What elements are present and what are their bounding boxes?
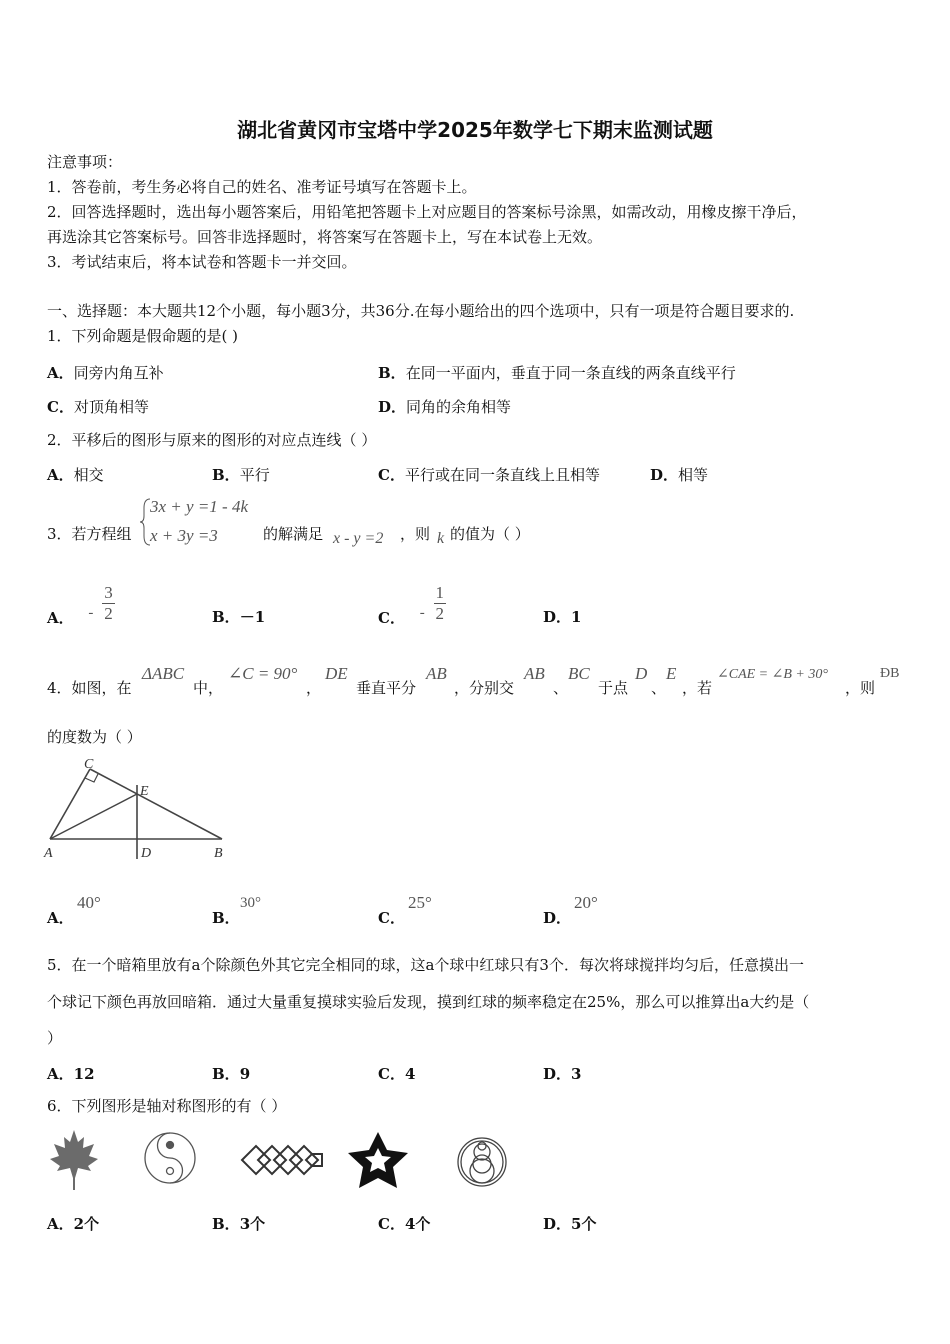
option-label: C． [378, 1215, 405, 1233]
q3-option-c [378, 583, 446, 628]
option-label: C． [378, 909, 405, 927]
option-sign: - [419, 605, 425, 621]
option-text: 4 [404, 1065, 416, 1083]
q4-option-c-value: 25° [408, 893, 432, 912]
q3-eq1: 3x + y =1 - 4k [150, 497, 248, 516]
q4-ab2: AB [524, 664, 545, 683]
q2-option-c [378, 464, 600, 485]
option-text: 4个 [404, 1215, 431, 1233]
q4-p6: 、 [553, 679, 569, 697]
q4-p10: ，则 [845, 679, 876, 697]
q2-stem: 2．平移后的图形与原来的图形的对应点连线（ ） [47, 431, 377, 449]
option-text: 平行 [239, 466, 270, 484]
q4-triangle: ΔABC [142, 664, 185, 683]
q6-option-d [543, 1213, 596, 1234]
q1-stem: 1．下列命题是假命题的是( ) [47, 327, 239, 345]
q2-option-d [650, 464, 708, 485]
q4-condition: ∠CAE = ∠B + 30° [717, 667, 828, 682]
q4-p9: ，若 [682, 679, 713, 697]
option-text: 平行或在同一条直线上且相等 [404, 466, 600, 484]
option-label: B． [212, 608, 240, 626]
q3-suffix: 的值为（ ） [450, 525, 530, 543]
option-label: A． [47, 1215, 74, 1233]
label-e: E [140, 784, 149, 799]
star-flower-icon [348, 1132, 408, 1188]
q6-figures [42, 1126, 510, 1194]
q4-option-a-value: 40° [77, 893, 101, 912]
option-label: B． [212, 1215, 240, 1233]
q3-mid: 的解满足 [263, 525, 324, 543]
label-b: B [214, 846, 223, 861]
maple-leaf-icon [50, 1130, 98, 1190]
q4-bc: BC [568, 664, 590, 683]
fraction-numerator: 3 [104, 583, 113, 602]
q1-option-c [47, 396, 149, 417]
q4-ab: AB [426, 664, 447, 683]
q1-option-b [378, 362, 736, 383]
option-label: B． [378, 364, 406, 382]
q5-option-d [543, 1063, 581, 1084]
q5-option-a [47, 1063, 95, 1084]
option-text: 2个 [73, 1215, 100, 1233]
option-fraction [102, 583, 115, 624]
q3-mid2: ，则 [400, 525, 431, 543]
option-label: D． [543, 1065, 572, 1083]
option-label: B． [212, 466, 240, 484]
q4-figure [40, 755, 240, 863]
q4-option-d-value: 20° [574, 893, 598, 912]
option-label: C． [378, 609, 405, 627]
option-text: 1 [571, 608, 582, 626]
q1-option-a [47, 362, 164, 383]
q3-option-b [212, 606, 265, 627]
q4-p5: ，分别交 [454, 679, 515, 697]
notice-item: 3．考试结束后，将本试卷和答题卡一并交回。 [47, 253, 357, 271]
option-label: C． [47, 398, 74, 416]
q4-d: D [635, 664, 648, 683]
q4-p2: 中， [193, 679, 224, 697]
q3-prefix: 3．若方程组 [47, 525, 132, 543]
label-d: D [141, 846, 152, 861]
option-text: 同角的余角相等 [406, 398, 512, 416]
option-label: A． [47, 609, 74, 627]
option-label: D． [650, 466, 679, 484]
q5-option-c [378, 1063, 415, 1084]
option-label: D． [543, 909, 572, 927]
option-text: 12 [73, 1065, 95, 1083]
option-label: A． [47, 466, 74, 484]
option-text: 同旁内角互补 [73, 364, 164, 382]
q6-option-b [212, 1213, 265, 1234]
option-label: B． [212, 909, 240, 927]
option-fraction [434, 583, 447, 624]
q4-p1: 4．如图，在 [47, 679, 132, 697]
nested-circles-icon [458, 1138, 506, 1186]
q4-de: DE [325, 664, 348, 683]
fraction-denominator: 2 [435, 604, 445, 623]
option-label: D． [543, 608, 572, 626]
option-text: 相交 [73, 466, 104, 484]
q4-option-d-label [543, 907, 571, 928]
knot-pattern-icon [242, 1146, 322, 1174]
q4-p8: 、 [651, 679, 667, 697]
q4-e: E [666, 664, 677, 683]
q5-line1: 5．在一个暗箱里放有a个除颜色外其它完全相同的球，这a个球中红球只有3个．每次将球搅拌均匀后，任意摸出一 [47, 956, 804, 974]
q4-p4: 垂直平分 [356, 679, 417, 697]
q5-line2: 个球记下颜色再放回暗箱．通过大量重复摸球实验后发现，摸到红球的频率稳定在25%，那么可以推算出a大约是（ [47, 993, 810, 1011]
fraction-numerator: 1 [435, 583, 445, 602]
q4-option-b-value: 30° [240, 895, 261, 911]
page-title: 湖北省黄冈市宝塔中学2025年数学七下期末监测试题 [237, 118, 713, 142]
option-label: C． [378, 1065, 405, 1083]
option-label: A． [47, 1065, 74, 1083]
label-c: C [84, 757, 94, 772]
q2-option-a [47, 464, 104, 485]
q4-option-b-label [212, 907, 240, 928]
q3-var: k [437, 530, 445, 547]
q6-stem: 6．下列图形是轴对称图形的有（ ） [47, 1097, 287, 1115]
notice-item: 1．答卷前，考生务必将自己的姓名、准考证号填写在答题卡上。 [47, 178, 477, 196]
option-label: D． [378, 398, 407, 416]
yin-yang-icon [145, 1133, 195, 1183]
section-heading: 一、选择题：本大题共12个小题，每小题3分，共36分.在每小题给出的四个选项中，只有一项是符合题目要求的. [47, 302, 795, 320]
option-text: 对顶角相等 [73, 398, 149, 416]
q1-option-d [378, 396, 511, 417]
notice-heading: 注意事项： [47, 153, 123, 171]
option-text: 3个 [239, 1215, 266, 1233]
q2-option-b [212, 464, 270, 485]
q6-option-c [378, 1213, 430, 1234]
notice-item: 2．回答选择题时，选出每小题答案后，用铅笔把答题卡上对应题目的答案标号涂黑，如需改动，用橡皮擦干净后， [47, 203, 807, 221]
option-label: B． [212, 1065, 240, 1083]
option-text: 5个 [571, 1215, 597, 1233]
q3-eq2: x + 3y =3 [150, 526, 218, 545]
q4-line2: 的度数为（ ） [47, 728, 142, 746]
q4-angle-c: ∠C = 90° [228, 664, 298, 683]
notice-item: 再选涂其它答案标号。回答非选择题时，将答案写在答题卡上，写在本试卷上无效。 [47, 228, 603, 246]
q3-option-d [543, 606, 581, 627]
option-label: A． [47, 364, 74, 382]
option-label: D． [543, 1215, 572, 1233]
q4-p7: 于点 [598, 679, 629, 697]
option-label: C． [378, 466, 405, 484]
option-text: －1 [239, 608, 266, 626]
q4-option-a-label [47, 907, 74, 928]
option-label: A． [47, 909, 74, 927]
option-text: 在同一平面内，垂直于同一条直线的两条直线平行 [405, 364, 736, 382]
q3-option-a [47, 583, 115, 628]
q6-option-a [47, 1213, 99, 1234]
option-text: 9 [239, 1065, 251, 1083]
q4-p3: ， [306, 679, 322, 697]
q5-option-b [212, 1063, 250, 1084]
option-sign: - [88, 605, 94, 621]
q4-option-c-label [378, 907, 405, 928]
fraction-denominator: 2 [104, 604, 113, 623]
q5-line3: ） [47, 1029, 63, 1047]
segment-cb [90, 769, 222, 839]
q3-condition: x - y =2 [333, 530, 384, 547]
option-text: 3 [571, 1065, 582, 1083]
option-text: 相等 [678, 466, 709, 484]
q4-tail: ÐB [880, 666, 900, 681]
label-a: A [44, 846, 53, 861]
